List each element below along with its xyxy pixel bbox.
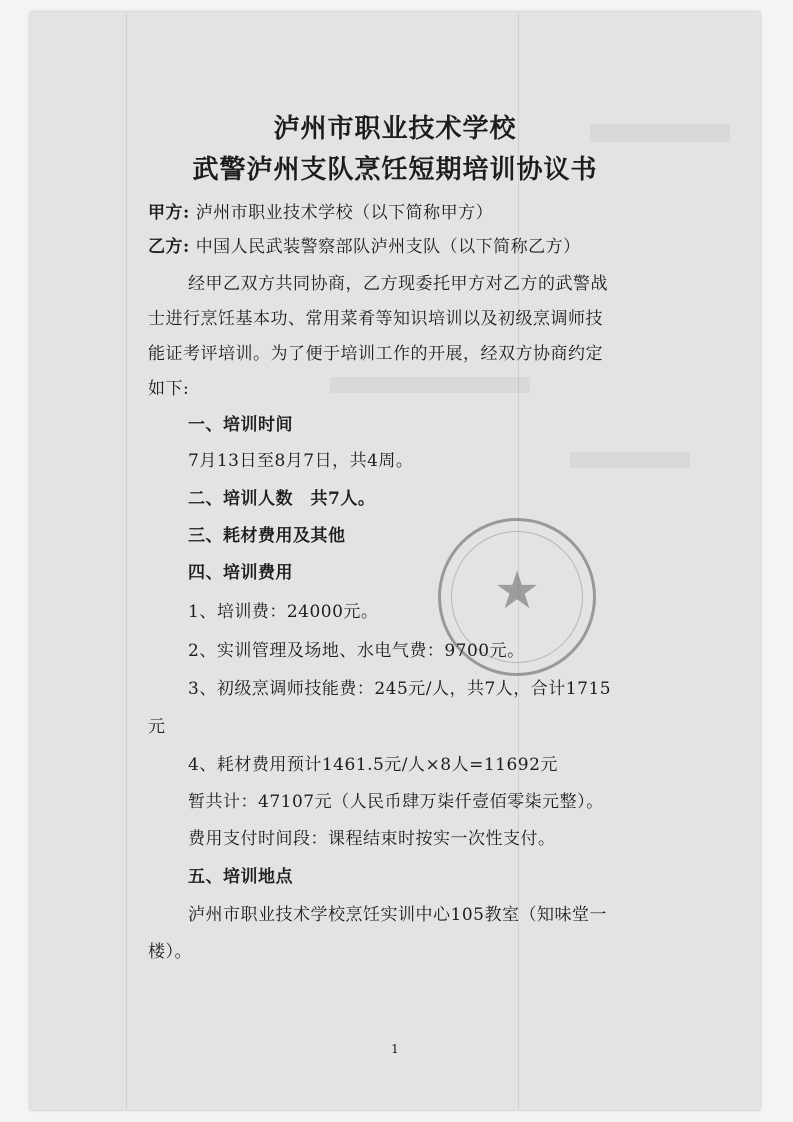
fee-item: 1、培训费：24000元。 xyxy=(188,602,379,622)
intro-line: 士进行烹饪基本功、常用菜肴等知识培训以及初级烹调师技 xyxy=(148,309,603,329)
section-heading: 一、培训时间 xyxy=(188,415,293,435)
training-time: 7月13日至8月7日，共4周。 xyxy=(188,451,414,471)
fee-item: 2、实训管理及场地、水电气费：9700元。 xyxy=(188,641,525,661)
location-continued: 楼）。 xyxy=(148,942,192,962)
intro-line: 如下: xyxy=(148,379,190,399)
payment-terms: 费用支付时间段：课程结束时按实一次性支付。 xyxy=(188,829,556,849)
show-through xyxy=(570,452,690,468)
party-a xyxy=(148,198,493,223)
section-heading: 三、耗材费用及其他 xyxy=(188,526,346,546)
party-b-text: 中国人民武装警察部队泸州支队（以下简称乙方） xyxy=(195,237,581,257)
fee-item: 4、耗材费用预计1461.5元/人×8人=11692元 xyxy=(188,755,558,775)
title-line-2: 武警泸州支队烹饪短期培训协议书 xyxy=(192,155,598,185)
intro-line: 经甲乙双方共同协商，乙方现委托甲方对乙方的武警战 xyxy=(188,274,608,294)
section-heading: 四、培训费用 xyxy=(188,563,293,583)
official-seal xyxy=(438,518,596,676)
section-heading: 二、培训人数 共7人。 xyxy=(188,489,376,509)
section-heading: 五、培训地点 xyxy=(188,867,293,887)
page-number: 1 xyxy=(391,1042,399,1056)
fee-item: 3、初级烹调师技能费：245元/人，共7人，合计1715 xyxy=(188,679,612,699)
party-a-text: 泸州市职业技术学校（以下简称甲方） xyxy=(195,203,494,223)
intro-line: 能证考评培训。为了便于培训工作的开展，经双方协商约定 xyxy=(148,344,603,364)
document-page xyxy=(30,12,760,1110)
title-line-1: 泸州市职业技术学校 xyxy=(273,114,517,144)
party-a-label: 甲方: xyxy=(148,203,190,223)
fee-item-continued: 元 xyxy=(148,717,166,737)
total-fee: 暂共计：47107元（人民币肆万柒仟壹佰零柒元整）。 xyxy=(188,792,604,812)
party-b-label: 乙方: xyxy=(148,237,190,257)
party-b xyxy=(148,232,581,257)
location: 泸州市职业技术学校烹饪实训中心105教室（知味堂一 xyxy=(188,905,607,925)
show-through xyxy=(330,377,530,393)
star-icon: ★ xyxy=(493,561,541,621)
